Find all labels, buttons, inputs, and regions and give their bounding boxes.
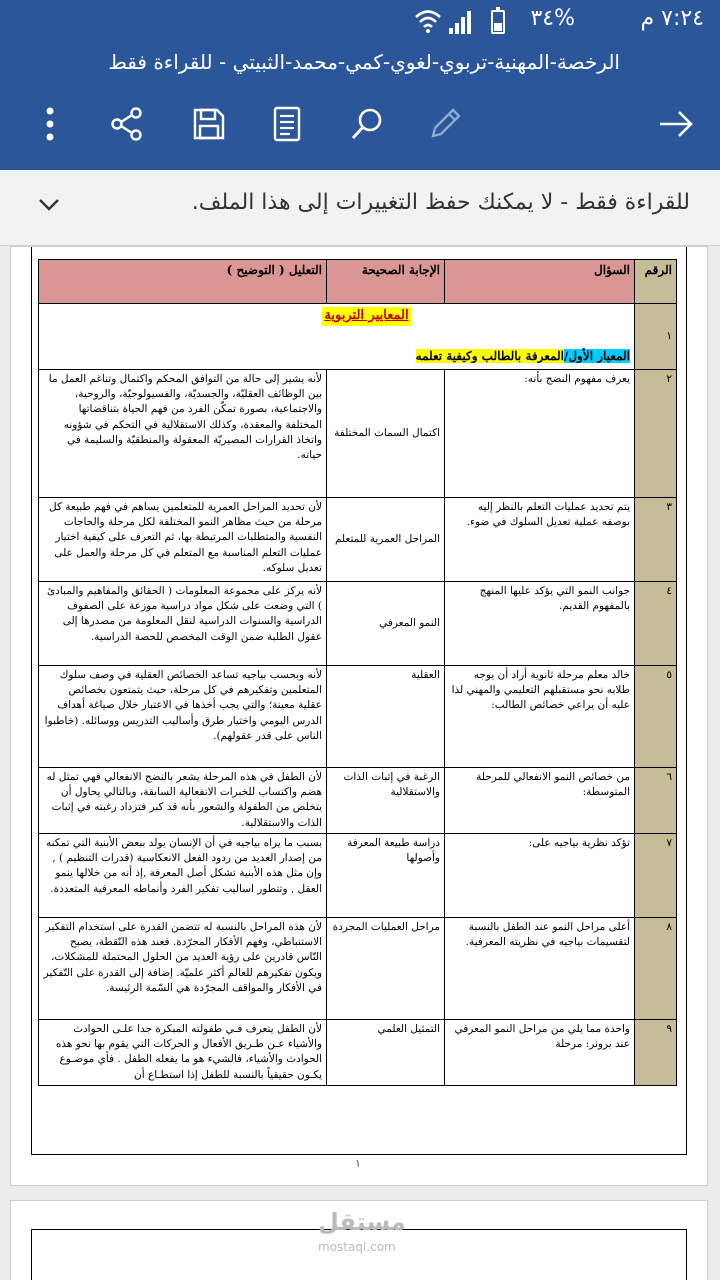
search-button[interactable] [347,104,387,144]
question-cell: من خصائص النمو الانفعالي للمرحلة المتوسطة: [445,768,635,834]
table-row [39,834,677,918]
row-number: ٧ [635,834,677,918]
share-icon [110,107,144,141]
more-vertical-icon [45,107,55,141]
edit-button[interactable] [425,104,465,144]
question-cell: يعرف مفهوم النضج بأنه: [445,370,635,498]
explanation-cell: لأنه وبحسب بياجيه تساعد الخصائص العقلية في وصف سلوك المتعلمين وتفكيرهم في كل مرحلة، حيث يتمتعون بخصائص عقلية معينة؛ والتي يجب أخذها في الاعتبار خلال صياغة أهداف الدرس اليومي واختيار طرق وأساليب التدريس ووسائله. (خاطبوا الناس على قدر عقولهم). [39,666,327,768]
answer-cell: مراحل العمليات المجردة [327,918,445,1020]
question-cell: أعلى مراحل النمو عند الطفل بالنسبة لتقسيمات بياجيه في نظريته المعرفية. [445,918,635,1020]
page-border [31,1229,687,1280]
explanation-cell: لأن تحديد المراحل العمرية للمتعلمين يساهم في فهم طبيعة كل مرحلة من حيث مظاهر النمو المختلفة لكل مرحلة والحاجات النفسية والمتطلبات المرتبطة بها، ثم التعرف على كيفية اختيار عمليات التعلم المناسبة مع المتعلم في كل مرحلة والعمل على تعديل سلوكه. [39,498,327,582]
question-cell: خالد معلم مرحلة ثانوية أراد أن يوجه طلابه نحو مستقبلهم التعليمي والمهني لذا عليه أن يراعي خصائص الطالب: [445,666,635,768]
app-bar [0,44,720,170]
explanation-cell: لأنه يركز على مجموعة المعلومات ( الحقائق والمفاهيم والمبادئ ) التي وضعت على شكل مواد دراسية موزعة على الصفوف الدراسية والسنوات الدراسية لنقل المعلومة من مصدرها إلى عقول الطلبة ضمن الوقت المخصص للحصة الدراسية. [39,582,327,666]
document-title: الرخصة-المهنية-تربوي-لغوي-كمي-محمد-الثبيتي - للقراءة فقط [108,50,620,74]
criterion-label: المعيار الأول/ [563,348,630,363]
table-row [39,918,677,1020]
answer-cell: دراسة طبيعة المعرفة وأصولها [327,834,445,918]
question-cell: جوانب النمو التي يؤكد عليها المنهج بالمفهوم القديم. [445,582,635,666]
watermark-url: mostaql.com [318,1240,396,1254]
table-row [39,498,677,582]
row-number: ٩ [635,1020,677,1086]
answer-cell: التمثيل العلمي [327,1020,445,1086]
question-cell: تؤكد نظرية بياجيه على: [445,834,635,918]
chevron-down-icon[interactable] [36,192,62,218]
arrow-right-icon [658,109,694,139]
section-row [39,304,677,370]
answer-cell: الرغبة في إثبات الذات والاستقلالية [327,768,445,834]
clock: ٧:٢٤ م [640,6,704,31]
explanation-cell: لأن هذه المراحل بالنسبة له تتضمن القدرة على استخدام التفكير الاستنباطي، وفهم الأفكار المجرّدة. فعند هذه النّقطة، يصبح النّاس قادرين على رؤية العديد من الحلول المحتملة للمشكلات، ويكون تفكيرهم للعالم أكثر علميّة. إضافة إلى القدرة على التّفكير في الأفكار والمواقف المجرّدة هي السّمة الرئيسة. [39,918,327,1020]
header-explanation: التعليل ( التوضيح ) [39,260,327,304]
question-cell: واحدة مما يلي من مراحل النمو المعرفي عند برونر: مرحلة [445,1020,635,1086]
header-question: السؤال [445,260,635,304]
section-title: المعايير التربوية [322,307,410,326]
document-page [10,246,708,1186]
explanation-cell: لأن الطفل يتعرف فـي طفولته المبكرة جدا علـى الحوادث والأشياء عـن طـريق الأفعال و الحركات التي يقوم بها نحو هذه الحوادث والأشياء، فالشيء هو ما يفعله الطفل . فأي موضـوع يكـون حقيقياً بالنسبة للطفل إذا استطـاع أن [39,1020,327,1086]
row-number: ٥ [635,666,677,768]
read-only-message: للقراءة فقط - لا يمكنك حفظ التغييرات إلى هذا الملف. [191,190,690,215]
table-row [39,582,677,666]
page-number: ١ [355,1157,361,1170]
criterion-title: المعرفة بالطالب وكيفية تعلمه [415,348,564,363]
row-number: ٤ [635,582,677,666]
signal-icon [449,10,475,34]
wifi-icon [414,8,442,34]
row-number: ٣ [635,498,677,582]
row-number: ٢ [635,370,677,498]
answer-cell: النمو المعرفي [327,582,445,666]
questions-table [38,259,677,1086]
table-row [39,768,677,834]
row-number: ٨ [635,918,677,1020]
table-header-row [39,260,677,304]
share-button[interactable] [107,104,147,144]
header-number: الرقم [635,260,677,304]
question-cell: يتم تحديد عمليات التعلم بالنظر إليه بوصفه عملية تعديل السلوك في ضوء. [445,498,635,582]
document-icon [272,106,302,142]
battery-percent: ٣٤% [530,6,575,31]
answer-cell: المراحل العمرية للمتعلم [327,498,445,582]
pencil-icon [427,106,463,142]
table-row [39,370,677,498]
battery-icon [491,10,505,34]
read-only-banner [0,170,720,246]
answer-cell: اكتمال السمات المختلفة [327,370,445,498]
back-button[interactable] [656,104,696,144]
table-row [39,1020,677,1086]
answer-cell: العقلية [327,666,445,768]
watermark-logo: مستقل [318,1208,406,1236]
row-number: ١ [635,304,677,370]
table-row [39,666,677,768]
row-number: ٦ [635,768,677,834]
header-answer: الإجابة الصحيحة [327,260,445,304]
reading-view-button[interactable] [267,104,307,144]
explanation-cell: لأن الطفل في هذه المرحلة يشعر بالنضج الانفعالي فهي تمثل له هضم واكتساب للخبرات الانفعالية السابقة، وبالتالي يحاول أن يتخلص من الطفولة والشعور بأنه قد كبر فتزداد رغبته في إثبات الذات والاستقلالية. [39,768,327,834]
save-button[interactable] [189,104,229,144]
section-cell [39,304,635,370]
status-bar [0,0,720,44]
explanation-cell: لأنه يشير إلى حالة من التوافق المحكم واكتمال وتناغم العمل ما بين الوظائف العقليّة، والجسديّة، والفسيولوجيّة، والروحية، والاجتماعية، بصورة تمكّن الفرد من فهم الحياة بتناقضاتها المختلفة والمعقدة، وكذلك الاستقلالية في التحكم في شؤونه واتخاذ القرارات المصيريّة المعقولة والمنطقيّة والسليمة في حياته. [39,370,327,498]
more-options-button[interactable] [30,104,70,144]
search-icon [349,106,385,142]
explanation-cell: بسبب ما يراه بياجيه في أن الإنسان يولد ببعض الأبنية التي تمكنه من إصدار العديد من ردود الفعل الانعكاسية (قدرات التنظيم ) , وإن مثل هذه الأبنية تشكل أصل المعرفة ,إذ أنه من خلالها ينمو العقل , وتتطور اساليب تفكير الفرد وأنماطه المعرفية المتعددة. [39,834,327,918]
save-icon [192,107,226,141]
